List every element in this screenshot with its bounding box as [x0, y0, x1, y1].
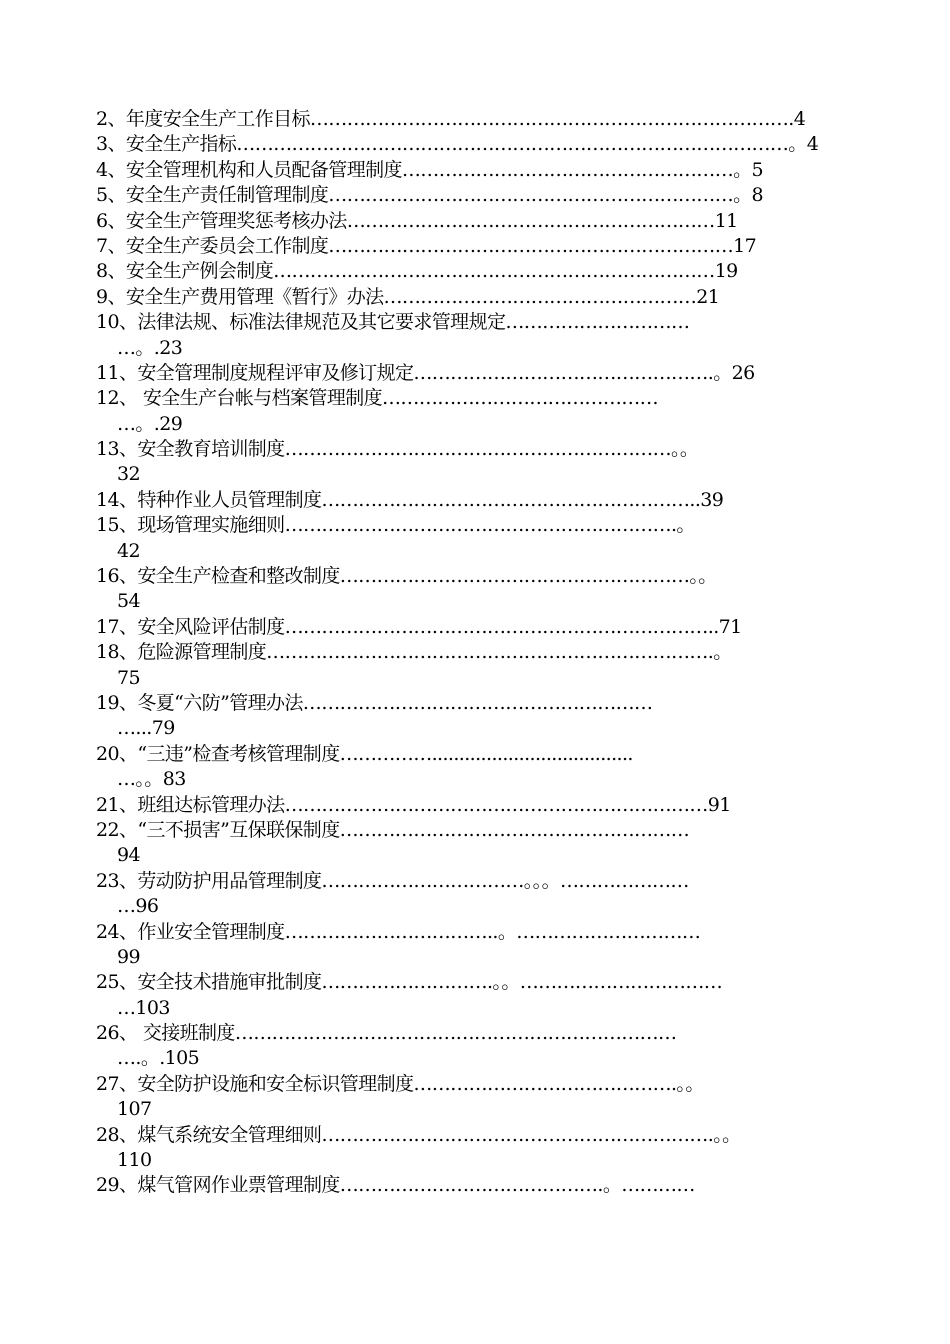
toc-entry[interactable]: 26、 交接班制度………………………………………………………………	[96, 1022, 677, 1045]
toc-entry-continuation[interactable]: 32	[117, 463, 140, 486]
toc-entry[interactable]: 21、班组达标管理办法……………………………………………………………91	[96, 793, 731, 816]
toc-entry[interactable]: 10、法律法规、标准法律规范及其它要求管理规定…………………………	[96, 311, 690, 334]
toc-entry[interactable]: 3、安全生产指标………………………………………………………………………………。4	[96, 133, 819, 156]
toc-entry[interactable]: 20、“三违”检查考核管理制度…………….....................................	[96, 742, 633, 765]
toc-entry-continuation[interactable]: 75	[117, 666, 140, 689]
toc-entry[interactable]: 16、安全生产检查和整改制度…………………………………………………。。	[96, 565, 717, 588]
toc-entry[interactable]: 5、安全生产责任制管理制度…………………………………………………………。8	[96, 184, 763, 207]
toc-entry-continuation[interactable]: 94	[117, 844, 140, 867]
toc-entry[interactable]: 25、安全技术措施审批制度……………………….。。……………………………	[96, 971, 723, 994]
toc-entry-continuation[interactable]: 99	[117, 945, 140, 968]
toc-entry[interactable]: 24、作业安全管理制度……………………………..。…………………………	[96, 920, 701, 943]
toc-entry-continuation[interactable]: ….。.105	[117, 1047, 200, 1070]
toc-entry[interactable]: 8、安全生产例会制度………………………………………………………………19	[96, 260, 738, 283]
toc-entry[interactable]: 17、安全风险评估制度……………………………………………………………..71	[96, 615, 742, 638]
toc-entry-continuation[interactable]: 54	[117, 590, 140, 613]
toc-entry[interactable]: 6、安全生产管理奖惩考核办法……………………………………………………11	[96, 209, 738, 232]
toc-entry[interactable]: 11、安全管理制度规程评审及修订规定………………………………………….。26	[96, 361, 755, 384]
toc-page	[96, 107, 840, 1199]
toc-entry[interactable]: 2、年度安全生产工作目标…………………………………………………………………….4	[96, 108, 806, 130]
toc-entry-continuation[interactable]: …96	[117, 895, 159, 918]
toc-entry-continuation[interactable]: …103	[117, 996, 170, 1019]
toc-entry[interactable]: 12、 安全生产台帐与档案管理制度………………………………………	[96, 387, 659, 410]
toc-entry[interactable]: 4、安全管理机构和人员配备管理制度………………………………………………。5	[96, 158, 763, 181]
toc-entry-continuation[interactable]: …。。83	[117, 768, 186, 791]
toc-entry[interactable]: 18、危险源管理制度……………………………………………………………….。	[96, 641, 732, 664]
toc-entry[interactable]: 14、特种作业人员管理制度……………………………………………………..39	[96, 488, 724, 511]
toc-entry[interactable]: 29、煤气管网作业票管理制度…………………………………….。…………	[96, 1174, 695, 1197]
toc-entry[interactable]: 28、煤气系统安全管理细则……………………………………………………….。。	[96, 1123, 741, 1146]
toc-entry-continuation[interactable]: …...79	[117, 717, 175, 740]
toc-entry[interactable]: 27、安全防护设施和安全标识管理制度…………………………………….。。	[96, 1072, 704, 1095]
toc-entry[interactable]: 23、劳动防护用品管理制度……………………………。。。…………………	[96, 869, 689, 892]
toc-entry-continuation[interactable]: 110	[117, 1149, 152, 1172]
toc-entry[interactable]: 13、安全教育培训制度………………………………………………………。。	[96, 438, 699, 461]
toc-entry-continuation[interactable]: …。.23	[117, 336, 183, 359]
toc-entry[interactable]: 22、“三不损害”互保联保制度…………………………………………………	[96, 818, 690, 841]
toc-entry[interactable]: 19、冬夏“六防”管理办法…………………………………………………	[96, 691, 653, 714]
toc-entry-continuation[interactable]: …。.29	[117, 412, 183, 435]
toc-entry[interactable]: 9、安全生产费用管理《暂行》办法……………………………………………21	[96, 285, 720, 308]
toc-entry-continuation[interactable]: 107	[117, 1098, 152, 1121]
toc-entry-continuation[interactable]: 42	[117, 539, 140, 562]
toc-entry[interactable]: 7、安全生产委员会工作制度…………………………………………………………17	[96, 234, 757, 257]
toc-entry[interactable]: 15、现场管理实施细则……………………………………………………….。	[96, 514, 695, 537]
